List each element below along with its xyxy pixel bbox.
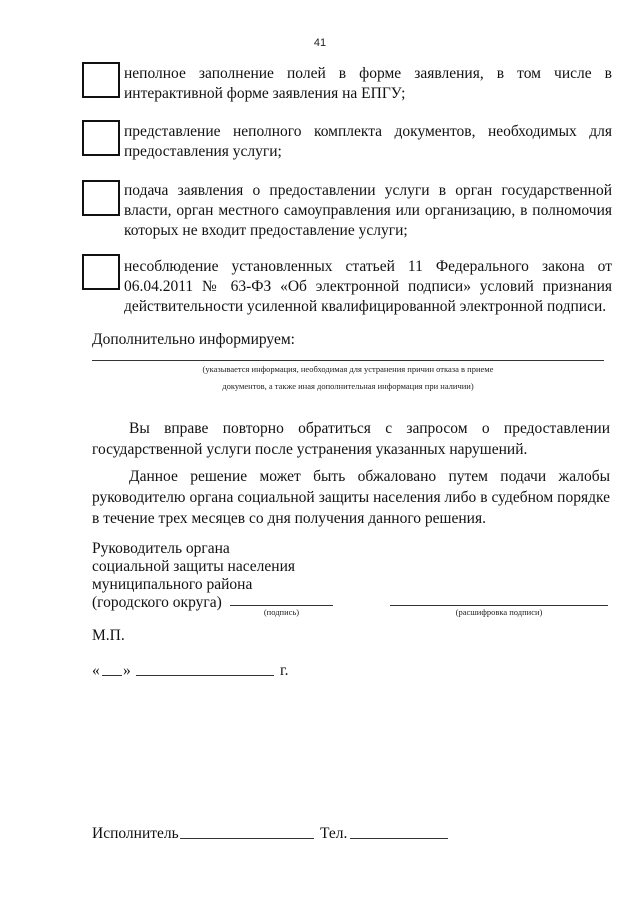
- paragraph-appeal: [92, 466, 610, 529]
- additional-info-input-line[interactable]: [92, 360, 604, 361]
- additional-info-label: Дополнительно информируем:: [92, 331, 295, 348]
- date-month-line[interactable]: [136, 675, 274, 676]
- signature-position-line4: (городского округа): [92, 594, 222, 611]
- signature-position-line2: социальной защиты населения: [92, 558, 296, 575]
- signature-line[interactable]: [230, 605, 333, 606]
- date-year-suffix: г.: [280, 662, 289, 679]
- checkbox[interactable]: [82, 180, 120, 216]
- date-day-line[interactable]: [102, 675, 122, 676]
- paragraph-text: Данное решение может быть обжаловано путем подачи жалобы руководителю органа социальной защиты населения либо в судебном порядке в течение трех месяцев со дня получения данного решения.: [92, 468, 610, 527]
- phone-label: Тел.: [320, 825, 348, 842]
- paragraph-text: Вы вправе повторно обратиться с запросом о предоставлении государственной услуги после устранения указанных нарушений.: [92, 420, 610, 458]
- page-number: 41: [313, 37, 327, 49]
- checkbox-label: подача заявления о предоставлении услуги в орган государственной власти, орган местного самоуправления или организацию, в полномочия которых не входит предоставление услуги;: [124, 182, 612, 239]
- checkbox-label: неполное заполнение полей в форме заявления, в том числе в интерактивной форме заявления на ЕПГУ;: [124, 65, 612, 102]
- checkbox-label: представление неполного комплекта документов, необходимых для предоставления услуги;: [124, 123, 612, 160]
- additional-info-note-line2: документов, а также иная дополнительная информация при наличии): [222, 381, 474, 391]
- signature-caption: (подпись): [263, 607, 300, 617]
- date-close-quote: »: [123, 662, 131, 679]
- phone-line[interactable]: [350, 838, 448, 839]
- checkbox[interactable]: [82, 254, 120, 290]
- paragraph-reapply: [92, 418, 610, 460]
- seal-label: М.П.: [92, 627, 125, 644]
- signature-transcript-line[interactable]: [390, 605, 608, 606]
- executor-label: Исполнитель: [92, 825, 179, 842]
- checkbox[interactable]: [82, 62, 120, 98]
- executor-line[interactable]: [180, 838, 314, 839]
- additional-info-note-line1: (указывается информация, необходимая для устранения причин отказа в приеме: [202, 364, 494, 374]
- signature-position-line3: муниципального района: [92, 576, 253, 593]
- date-open-quote: «: [92, 662, 100, 679]
- signature-position-line1: Руководитель органа: [92, 540, 230, 557]
- checkbox[interactable]: [82, 120, 120, 156]
- checkbox-label: несоблюдение установленных статьей 11 Федерального закона от 06.04.2011 № 63-ФЗ «Об электронной подписи» условий признания действительности усиленной квалифицированной электронной подписи.: [124, 258, 612, 315]
- signature-transcript-caption: (расшифровка подписи): [455, 607, 543, 617]
